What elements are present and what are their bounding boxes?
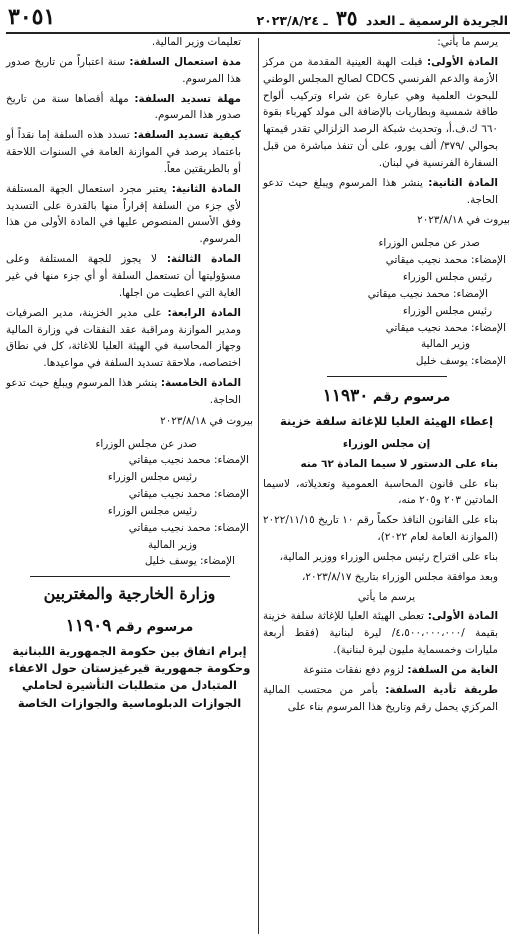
signature-line: رئيس مجلس الوزراء bbox=[402, 270, 492, 283]
purpose-label: الغاية من السلفة: bbox=[407, 663, 498, 676]
left-article-3-text: لا يجوز للجهة المستلفة وعلى مسؤوليتها أن تستعمل السلفة أو أي جزء منها في غير الغاية التي اعطيت من اجلها. bbox=[6, 253, 241, 299]
decree-article-1-label: المادة الأولى: bbox=[427, 610, 499, 623]
left-article-4-text: على مدير الخزينة، مدير الصرفيات ومدير الموازنة ومراقبة عقد النفقات في وزارة المالية وجهاز المحاسبة في الهيئة العليا للاغاثة، كل في نطاق اختصاصه، ملاحقة تسديد السلفة في مواعيدها. bbox=[6, 306, 241, 370]
left-article-3 bbox=[6, 251, 253, 302]
signature-line: الإمضاء: محمد نجيب ميقاتي bbox=[385, 254, 506, 267]
left-article-2-label: المادة الثانية: bbox=[171, 182, 241, 195]
payment-method-text: بأمر من محتسب المالية المركزي يحمل رقم وتاريخ هذا المرسوم بناء على bbox=[263, 683, 498, 713]
constitution-line: بناء على الدستور لا سيما المادة ٦٢ منه bbox=[300, 457, 498, 470]
repayment-method-label: كيفية تسديد السلفة: bbox=[133, 129, 241, 142]
issue-number: ٣٥ bbox=[335, 6, 358, 30]
signature-line: رئيس مجلس الوزراء bbox=[402, 304, 492, 317]
column-divider bbox=[258, 38, 259, 934]
left-article-5 bbox=[6, 375, 253, 409]
decree-number: ١١٩٠٩ bbox=[65, 616, 112, 637]
payment-method bbox=[263, 682, 510, 716]
repayment-method-text: تسدد هذه السلفة إما نقداً أو باعتماد يرصد في الموازنة العامة في السنوات اللاحقة أو بالطريقتين معاً. bbox=[6, 129, 241, 175]
article-1-text: قبلت الهبة العينية المقدمة من مركز الأزمة والدعم الفرنسي CDCS لصالح المجلس الوطني للبحوث العلمية وهي عبارة عن شراء وتركيب ألواح طاقة شمسية وبطاريات بالإضافة الى مولد كهرباء بقوة ٦٦٠ ك.ف.أ، وتحديث شبكة الرصد الزلزالي تقدر قيمتها بحوالي /٣٧٩/ ألف يورو، على أن تنفذ مباشرة من قبل السفارة الفرنسية في لبنان. bbox=[263, 55, 499, 169]
issue-date: ـ ٢٠٢٣/٨/٢٤ bbox=[256, 13, 328, 28]
purpose-text: لزوم دفع نفقات متنوعة bbox=[303, 663, 405, 676]
decree-date: بيروت في ٢٠٢٣/٨/١٨ bbox=[417, 214, 510, 227]
article-2 bbox=[263, 175, 510, 209]
signature-line: الإمضاء: يوسف خليل bbox=[144, 555, 235, 568]
purpose bbox=[263, 662, 510, 679]
decree-intro: يرسم ما يأتي: bbox=[437, 36, 498, 48]
left-article-4 bbox=[6, 305, 253, 372]
article-2-label: المادة الثانية: bbox=[428, 176, 498, 189]
legal-basis: بناء على قانون المحاسبة العمومية وتعديلاته، لاسيما المادتين ٢٠٣ و٢٠٥ منه، bbox=[263, 477, 498, 507]
left-article-4-label: المادة الرابعة: bbox=[167, 306, 241, 319]
signature-line: الإمضاء: محمد نجيب ميقاتي bbox=[128, 521, 249, 534]
signature-line: رئيس مجلس الوزراء bbox=[107, 504, 197, 517]
usage-period bbox=[6, 54, 253, 88]
page-header bbox=[6, 4, 510, 34]
decree-article-1 bbox=[263, 608, 510, 659]
decree-number: ١١٩٣٠ bbox=[322, 386, 369, 407]
signature-line: الإمضاء: محمد نجيب ميقاتي bbox=[385, 321, 506, 334]
gazette-title bbox=[256, 6, 508, 30]
legal-basis: بناء على القانون النافذ حكماً رقم ١٠ تاريخ ٢٠٢٢/١١/١٥ (الموازنة العامة لعام ٢٠٢٢)، bbox=[263, 514, 498, 544]
decree-number-heading bbox=[263, 383, 510, 411]
decree-intro-2: يرسم ما يأتي bbox=[357, 590, 416, 603]
legal-basis: وبعد موافقة مجلس الوزراء بتاريخ ٢٠٢٣/٨/١٧، bbox=[302, 570, 498, 583]
usage-period-text: سنة اعتباراً من تاريخ صدور هذا المرسوم. bbox=[6, 55, 241, 85]
left-article-2-text: يعتبر مجرد استعمال الجهة المستلفة لأي جزء من السلفة إقراراً منها بالقدرة على التسديد وفق الأسس المنصوص عليها في المادة الأولى من هذا المرسوم. bbox=[6, 182, 241, 246]
council-line: إن مجلس الوزراء bbox=[342, 437, 431, 450]
decree-label: مرسوم رقم bbox=[372, 390, 451, 406]
signature-line: رئيس مجلس الوزراء bbox=[107, 471, 197, 484]
decree-title: إبرام اتفاق بين حكومة الجمهورية اللبنانية وحكومة جمهورية قيرغيزستان حول الاعفاء المتبادل من متطلبات التأشيرة لحاملي الجوازات الدبلوماسية والجوازات الخاصة bbox=[8, 643, 251, 710]
signature-line: وزير المالية bbox=[147, 538, 197, 551]
repayment-period-label: مهلة تسديد السلفة: bbox=[134, 92, 241, 105]
decree-article-1-text: تعطى الهيئة العليا للإغاثة سلفة خزينة بقيمة /٤،٥٠٠،٠٠٠،٠٠٠/ ليرة لبنانية (فقط أربعة مليارات وخمسماية مليون ليرة لبنانية). bbox=[263, 610, 498, 657]
usage-period-label: مدة استعمال السلفة: bbox=[129, 55, 241, 68]
left-decree-date: بيروت في ٢٠٢٣/٨/١٨ bbox=[160, 414, 253, 427]
signature-line: صدر عن مجلس الوزراء bbox=[378, 237, 480, 250]
left-article-3-label: المادة الثالثة: bbox=[166, 253, 241, 266]
continued-text: تعليمات وزير المالية. bbox=[151, 36, 241, 48]
signature-line: الإمضاء: محمد نجيب ميقاتي bbox=[367, 287, 488, 300]
repayment-method bbox=[6, 127, 253, 178]
decree-label: مرسوم رقم bbox=[115, 620, 194, 636]
left-article-5-text: ينشر هذا المرسوم ويبلغ حيث تدعو الحاجة. bbox=[6, 377, 241, 406]
signature-line: صدر عن مجلس الوزراء bbox=[95, 437, 197, 450]
signature-line: الإمضاء: محمد نجيب ميقاتي bbox=[128, 488, 249, 501]
repayment-period bbox=[6, 91, 253, 125]
divider bbox=[327, 376, 447, 377]
title-prefix: الجريدة الرسمية ـ العدد bbox=[365, 13, 508, 28]
decree-title: إعطاء الهيئة العليا للإغاثة سلفة خزينة bbox=[279, 413, 494, 428]
signature-line: الإمضاء: يوسف خليل bbox=[415, 355, 506, 368]
decree-number-heading bbox=[6, 613, 253, 641]
page-number: ٣٠٥١ bbox=[8, 4, 56, 30]
left-article-2 bbox=[6, 181, 253, 248]
left-column bbox=[6, 34, 253, 934]
legal-basis: بناء على اقتراح رئيس مجلس الوزراء ووزير المالية، bbox=[279, 550, 498, 563]
payment-method-label: طريقة تأدية السلفة: bbox=[385, 683, 498, 696]
article-1 bbox=[263, 54, 510, 172]
columns bbox=[6, 34, 510, 934]
article-2-text: ينشر هذا المرسوم ويبلغ حيث تدعو الحاجة. bbox=[263, 176, 498, 206]
article-1-label: المادة الأولى: bbox=[427, 55, 499, 68]
right-column bbox=[263, 34, 510, 934]
signature-line: وزير المالية bbox=[420, 338, 470, 351]
divider bbox=[30, 576, 230, 577]
repayment-period-text: مهلة أقصاها سنة من تاريخ صدور هذا المرسوم. bbox=[6, 92, 241, 122]
ministry-heading: وزارة الخارجية والمغتربين bbox=[43, 584, 216, 604]
left-article-5-label: المادة الخامسة: bbox=[160, 377, 242, 390]
signature-line: الإمضاء: محمد نجيب ميقاتي bbox=[128, 454, 249, 467]
